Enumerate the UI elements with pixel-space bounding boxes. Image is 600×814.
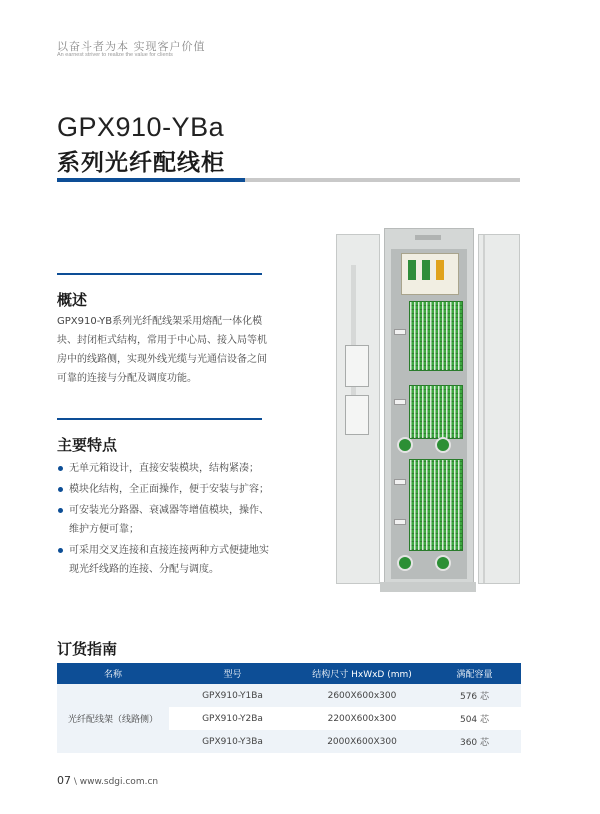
tray-module	[436, 260, 444, 280]
table-header-row	[57, 663, 521, 684]
cabinet-right-door	[478, 234, 520, 584]
cabinet-interior	[391, 249, 467, 579]
splice-tray-box	[401, 253, 459, 295]
cabinet-logo-plate	[415, 235, 441, 240]
overview-text: GPX910-YB系列光纤配线架采用熔配一体化模块、封闭柜式结构，常用于中心局、接入局等机房中的线路侧，实现外线光缆与光通信设备之间可靠的连接与分配及调度功能。	[57, 316, 267, 384]
features-heading: 主要特点	[57, 436, 118, 454]
features-list	[57, 459, 272, 581]
patch-panel	[409, 301, 463, 371]
door-bracket	[345, 395, 369, 435]
header-slogan: 以奋斗者为本 实现客户价值	[57, 40, 206, 53]
door-edge	[483, 235, 485, 583]
patch-panel	[409, 385, 463, 439]
table-cell-size: 2000X600X300	[296, 730, 428, 753]
cabinet-frame	[384, 228, 474, 588]
ordering-heading: 订货指南	[57, 640, 118, 658]
table-cell-capacity: 360 芯	[428, 730, 521, 753]
column-header: 型号	[169, 663, 296, 684]
table-cell-capacity: 576 芯	[428, 684, 521, 707]
tray-module	[422, 260, 430, 280]
fiber-spool	[397, 555, 413, 571]
feature-item: 无单元箱设计，直接安装模块，结构紧凑；	[57, 459, 272, 478]
fiber-spool	[397, 437, 413, 453]
title-rule-gray	[245, 178, 520, 182]
patch-panel	[409, 459, 463, 551]
routing-ring	[394, 479, 406, 485]
table-cell-size: 2600X600x300	[296, 684, 428, 707]
fiber-spool	[435, 555, 451, 571]
table-cell-name: 光纤配线架（线路侧）	[57, 684, 169, 753]
features-divider	[57, 418, 262, 420]
title-rule-blue	[57, 178, 245, 182]
overview-divider	[57, 273, 262, 275]
table-cell-model: GPX910-Y1Ba	[169, 684, 296, 707]
column-header: 满配容量	[428, 663, 521, 684]
feature-item: 可安装光分路器、衰减器等增值模块，操作、维护方便可靠；	[57, 501, 272, 539]
routing-ring	[394, 399, 406, 405]
table-cell-capacity: 504 芯	[428, 707, 521, 730]
feature-item: 模块化结构，全正面操作，便于安装与扩容；	[57, 480, 272, 499]
column-header: 结构尺寸 HxWxD (mm)	[296, 663, 428, 684]
cabinet-left-door	[336, 234, 380, 584]
footer-url[interactable]: \ www.sdgi.com.cn	[73, 777, 159, 787]
table-cell-model: GPX910-Y2Ba	[169, 707, 296, 730]
door-handle	[345, 345, 369, 387]
column-header: 名称	[57, 663, 169, 684]
page-number: 07	[57, 774, 71, 787]
table-cell-model: GPX910-Y3Ba	[169, 730, 296, 753]
ordering-table	[57, 663, 521, 753]
overview-heading: 概述	[57, 291, 88, 309]
product-title: 系列光纤配线柜	[57, 150, 225, 176]
routing-ring	[394, 329, 406, 335]
product-model: GPX910-YBa	[57, 112, 225, 142]
table-row	[57, 684, 521, 707]
fiber-spool	[435, 437, 451, 453]
cabinet-plinth	[380, 582, 476, 592]
cabinet-image	[336, 228, 520, 593]
header-slogan-english: An earnest striver to realize the value for clients	[57, 52, 173, 58]
table-cell-size: 2200X600x300	[296, 707, 428, 730]
tray-module	[408, 260, 416, 280]
feature-item: 可采用交叉连接和直接连接两种方式便捷地实现光纤线路的连接、分配与调度。	[57, 541, 272, 579]
footer	[57, 774, 158, 787]
routing-ring	[394, 519, 406, 525]
